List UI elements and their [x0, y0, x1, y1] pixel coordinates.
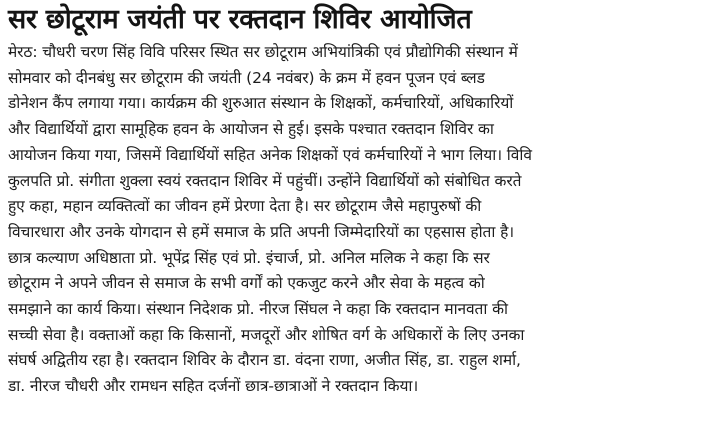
article-line: समझाने का कार्य किया। संस्थान निदेशक प्रो. नीरज सिंघल ने कहा कि रक्तदान मानवता की [8, 300, 508, 319]
article-line: आयोजन किया गया, जिसमें विद्यार्थियों सहित अनेक शिक्षकों एवं कर्मचारियों ने भाग लिया। विवि [8, 145, 532, 164]
article-line: संघर्ष अद्वितीय रहा है। रक्तदान शिविर के दौरान डा. वंदना राणा, अजीत सिंह, डा. राहुल शर्मा, [8, 351, 521, 370]
article-line: विचारधारा और उनके योगदान से हमें समाज के प्रति अपनी जिम्मेदारियों का एहसास होता है। [8, 222, 514, 241]
article-line: हुए कहा, महान व्यक्तित्वों का जीवन हमें प्रेरणा देता है। सर छोटूराम जैसे महापुरुषों की [8, 197, 482, 216]
article-line: और विद्यार्थियों द्वारा सामूहिक हवन के आयोजन से हुई। इसके पश्चात रक्तदान शिविर का [8, 120, 494, 139]
article-line: मेरठ: चौधरी चरण सिंह विवि परिसर स्थित सर छोटूराम अभियांत्रिकी एवं प्रौद्योगिकी संस्थान में [8, 43, 518, 61]
article-body [8, 40, 700, 400]
article-line: सच्ची सेवा है। वक्ताओं कहा कि किसानों, मजदूरों और शोषित वर्ग के अधिकारों के लिए उनका [8, 325, 525, 344]
article-line: छोटूराम ने अपने जीवन से समाज के सभी वर्गों को एकजुट करने और सेवा के महत्व को [8, 274, 485, 293]
article-line: छात्र कल्याण अधिष्ठाता प्रो. भूपेंद्र सिंह एवं प्रो. इंचार्ज, प्रो. अनिल मलिक ने कहा कि सर [8, 248, 490, 267]
article-line: कुलपति प्रो. संगीता शुक्ला स्वयं रक्तदान शिविर में पहुंचीं। उन्होंने विद्यार्थियों को संबोधित करते [8, 171, 522, 190]
article-line: डा. नीरज चौधरी और रामधन सहित दर्जनों छात्र-छात्राओं ने रक्तदान किया। [8, 377, 419, 396]
headline: सर छोटूराम जयंती पर रक्तदान शिविर आयोजित [8, 4, 472, 35]
article-line: डोनेशन कैंप लगाया गया। कार्यक्रम की शुरुआत संस्थान के शिक्षकों, कर्मचारियों, अधिकारियों [8, 94, 514, 113]
article-line: सोमवार को दीनबंधु सर छोटूराम की जयंती (24 नवंबर) के क्रम में हवन पूजन एवं ब्लड [8, 68, 485, 87]
